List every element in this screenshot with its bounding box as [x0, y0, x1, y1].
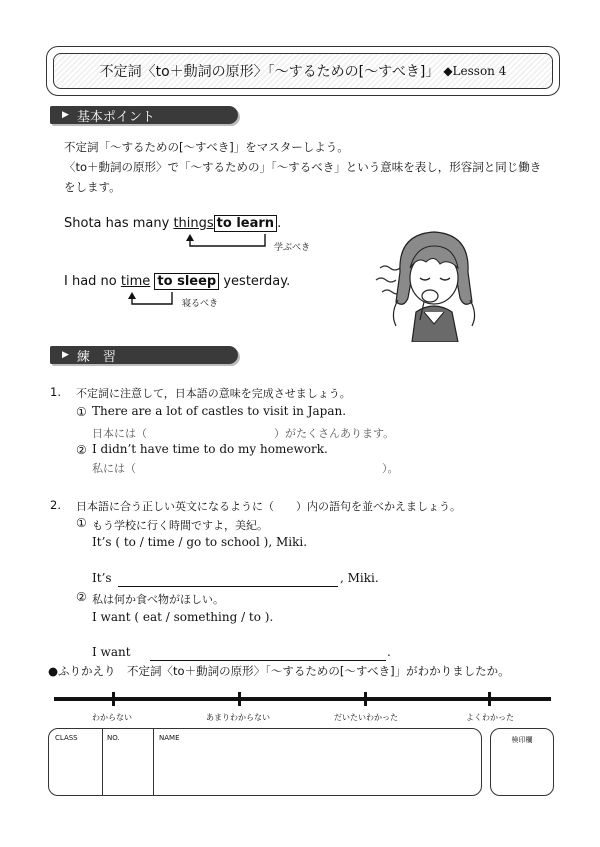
modifier-arrow-1: [180, 234, 270, 252]
question-1-number: 1.: [50, 385, 61, 399]
section-label: 基本ポイント: [76, 109, 155, 125]
scale-tick-4[interactable]: [488, 692, 491, 706]
class-label: CLASS: [55, 734, 78, 742]
example-text: yesterday.: [219, 274, 291, 289]
q2-item2-prompt: I want ( eat / something / to ).: [92, 610, 274, 624]
example-note-1: 学ぶべき: [274, 243, 311, 253]
q2-item1-answer-end: , Miki.: [340, 571, 379, 585]
scale-tick-2[interactable]: [238, 692, 241, 706]
page-title: [53, 53, 553, 89]
q1-item2-english: I didn’t have time to do my homework.: [92, 442, 328, 456]
example-infinitive: to sleep: [154, 273, 219, 290]
q2-item2-answer-line[interactable]: [150, 646, 386, 661]
stamp-label: 検印欄: [511, 736, 533, 744]
name-box: [48, 728, 482, 796]
q1-item2-jp-start: 私には（: [92, 462, 136, 475]
example-note-2: 寝るべき: [182, 299, 219, 309]
q2-item1-answer-start: It’s: [92, 571, 112, 585]
example-text: I had no: [64, 274, 121, 289]
name-label: NAME: [159, 734, 180, 742]
no-label: NO.: [107, 734, 120, 742]
scale-label-4: よくわかった: [466, 713, 514, 722]
scale-label-1: わからない: [92, 713, 132, 722]
question-1-instruction: 不定詞に注意して，日本語の意味を完成させましょう。: [76, 387, 351, 400]
title-box: [46, 46, 560, 96]
scale-label-2: あまりわからない: [206, 713, 270, 722]
q2-item1-japanese: もう学校に行く時間ですよ，美紀。: [92, 519, 268, 532]
column-divider: [102, 729, 103, 795]
no-field[interactable]: [105, 745, 151, 791]
q1-item1-english: There are a lot of castles to visit in Japan.: [92, 404, 347, 418]
lesson-label: ◆Lesson 4: [443, 64, 507, 78]
basic-line-2: 〈to＋動詞の原形〉で「～するための」「～するべき」という意味を表し，形容詞と同じ働き: [64, 160, 542, 174]
scale-label-3: だいたいわかった: [334, 713, 398, 722]
sleepy-girl-illustration: [372, 220, 492, 342]
q1-item1-jp-start: 日本には（: [92, 427, 147, 440]
q1-item2-answer-field[interactable]: [150, 457, 380, 473]
triangle-icon: ▶: [62, 110, 69, 120]
triangle-icon: ▶: [62, 350, 69, 360]
title-main: 不定詞〈to＋動詞の原形〉「～するための[～すべき]」: [99, 64, 440, 80]
q2-item1-answer-line[interactable]: [118, 572, 338, 587]
item-mark: ②: [76, 590, 87, 604]
q1-item1-answer-field[interactable]: [152, 422, 272, 438]
question-2-instruction: 日本語に合う正しい英文になるように（ ）内の語句を並べかえましょう。: [76, 500, 461, 513]
reflection-label: ●ふりかえり 不定詞〈to＋動詞の原形〉「～するための[～すべき]」がわかりましたか。: [48, 664, 510, 678]
q1-item1-jp-end: ）がたくさんあります。: [274, 427, 395, 440]
basic-line-1: 不定詞「～するための[～すべき]」をマスターしよう。: [64, 140, 349, 154]
example-text: Shota has many: [64, 216, 174, 231]
section-header-practice: [50, 346, 238, 364]
q2-item2-answer-start: I want: [92, 645, 131, 659]
example-text: .: [277, 216, 282, 231]
basic-explanation: [64, 137, 564, 197]
scale-tick-3[interactable]: [364, 692, 367, 706]
example-sentence-1: [64, 216, 281, 231]
example-sentence-2: [64, 274, 290, 289]
column-divider: [153, 729, 154, 795]
item-mark: ①: [76, 516, 87, 530]
example-infinitive: to learn: [214, 215, 277, 232]
section-label: 練 習: [76, 349, 116, 365]
item-mark: ②: [76, 443, 87, 457]
self-assessment-scale: [54, 697, 551, 701]
section-header-basic: [50, 106, 238, 124]
example-noun: time: [120, 274, 151, 289]
item-mark: ①: [76, 405, 87, 419]
basic-line-3: をします。: [64, 180, 121, 194]
example-noun: things: [173, 216, 214, 231]
class-field[interactable]: [51, 745, 99, 791]
q2-item1-prompt: It’s ( to / time / go to school ), Miki.: [92, 535, 308, 549]
q2-item2-answer-end: .: [387, 645, 391, 659]
scale-tick-1[interactable]: [112, 692, 115, 706]
question-2-number: 2.: [50, 498, 61, 512]
stamp-box: [490, 728, 554, 796]
q2-item2-japanese: 私は何か食べ物がほしい。: [92, 593, 224, 606]
name-field[interactable]: [157, 745, 475, 791]
q1-item2-jp-end: ）。: [382, 462, 399, 475]
